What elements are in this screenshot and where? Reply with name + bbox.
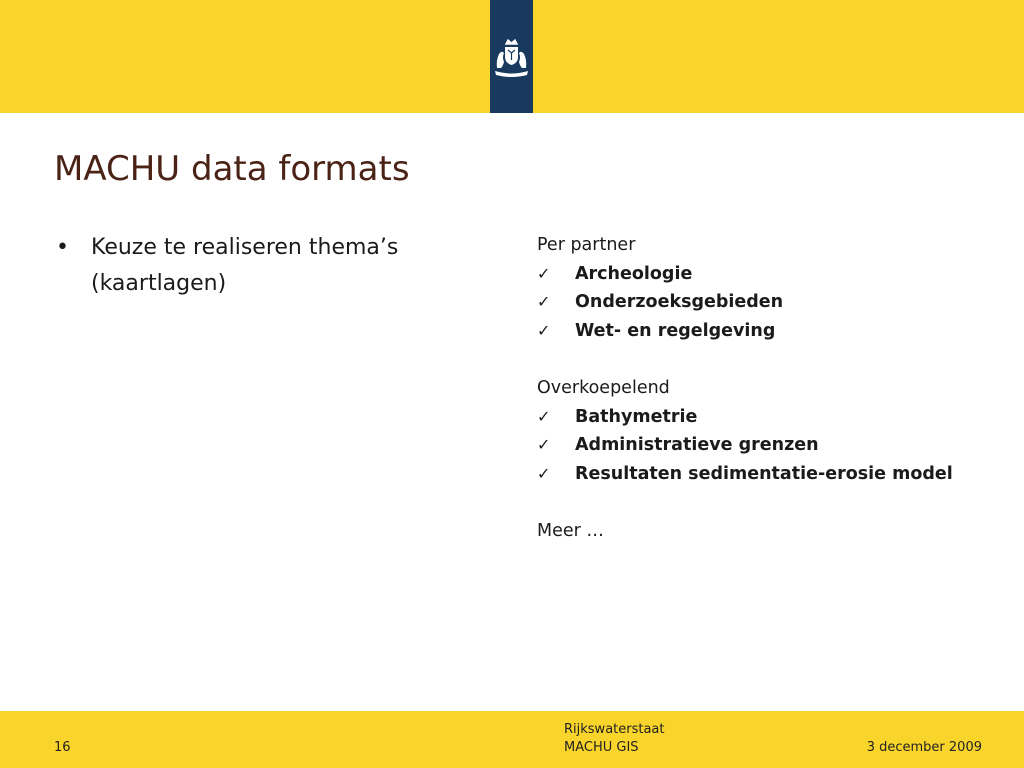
spacer <box>537 488 1017 517</box>
page-number: 16 <box>54 740 71 755</box>
checkmark-icon: ✓ <box>537 463 551 483</box>
check-item <box>537 403 1017 432</box>
group-heading-overkoepelend: Overkoepelend <box>537 377 670 398</box>
slide-title: MACHU data formats <box>54 149 410 189</box>
check-item-label: Resultaten sedimentatie-erosie model <box>575 463 953 484</box>
checkmark-icon: ✓ <box>537 406 551 426</box>
footer-presentation-name: MACHU GIS <box>564 740 639 755</box>
check-item-label: Wet- en regelgeving <box>575 320 776 341</box>
checkmark-icon: ✓ <box>537 292 551 312</box>
check-item <box>537 431 1017 460</box>
more-text: Meer … <box>537 520 604 541</box>
check-item-label: Archeologie <box>575 263 693 284</box>
check-item <box>537 317 1017 346</box>
coat-of-arms-icon <box>493 38 530 78</box>
right-column <box>537 231 1017 546</box>
check-item-label: Onderzoeksgebieden <box>575 292 784 313</box>
checkmark-icon: ✓ <box>537 435 551 455</box>
checkmark-icon: ✓ <box>537 320 551 340</box>
bullet-item <box>56 230 476 302</box>
check-item <box>537 260 1017 289</box>
footer-organisation: Rijkswaterstaat <box>564 722 665 737</box>
bullet-text: Keuze te realiseren thema’s (kaartlagen) <box>91 235 399 296</box>
check-item-label: Administratieve grenzen <box>575 435 819 456</box>
group-heading-per-partner: Per partner <box>537 235 636 255</box>
logo-tab <box>490 0 533 113</box>
check-item-label: Bathymetrie <box>575 406 698 427</box>
footer-date: 3 december 2009 <box>866 740 982 755</box>
left-column <box>56 230 476 302</box>
check-item <box>537 460 1017 489</box>
check-item <box>537 288 1017 317</box>
spacer <box>537 345 1017 374</box>
checkmark-icon: ✓ <box>537 263 551 283</box>
header-band <box>0 0 1024 113</box>
bullet-icon: • <box>56 235 69 260</box>
